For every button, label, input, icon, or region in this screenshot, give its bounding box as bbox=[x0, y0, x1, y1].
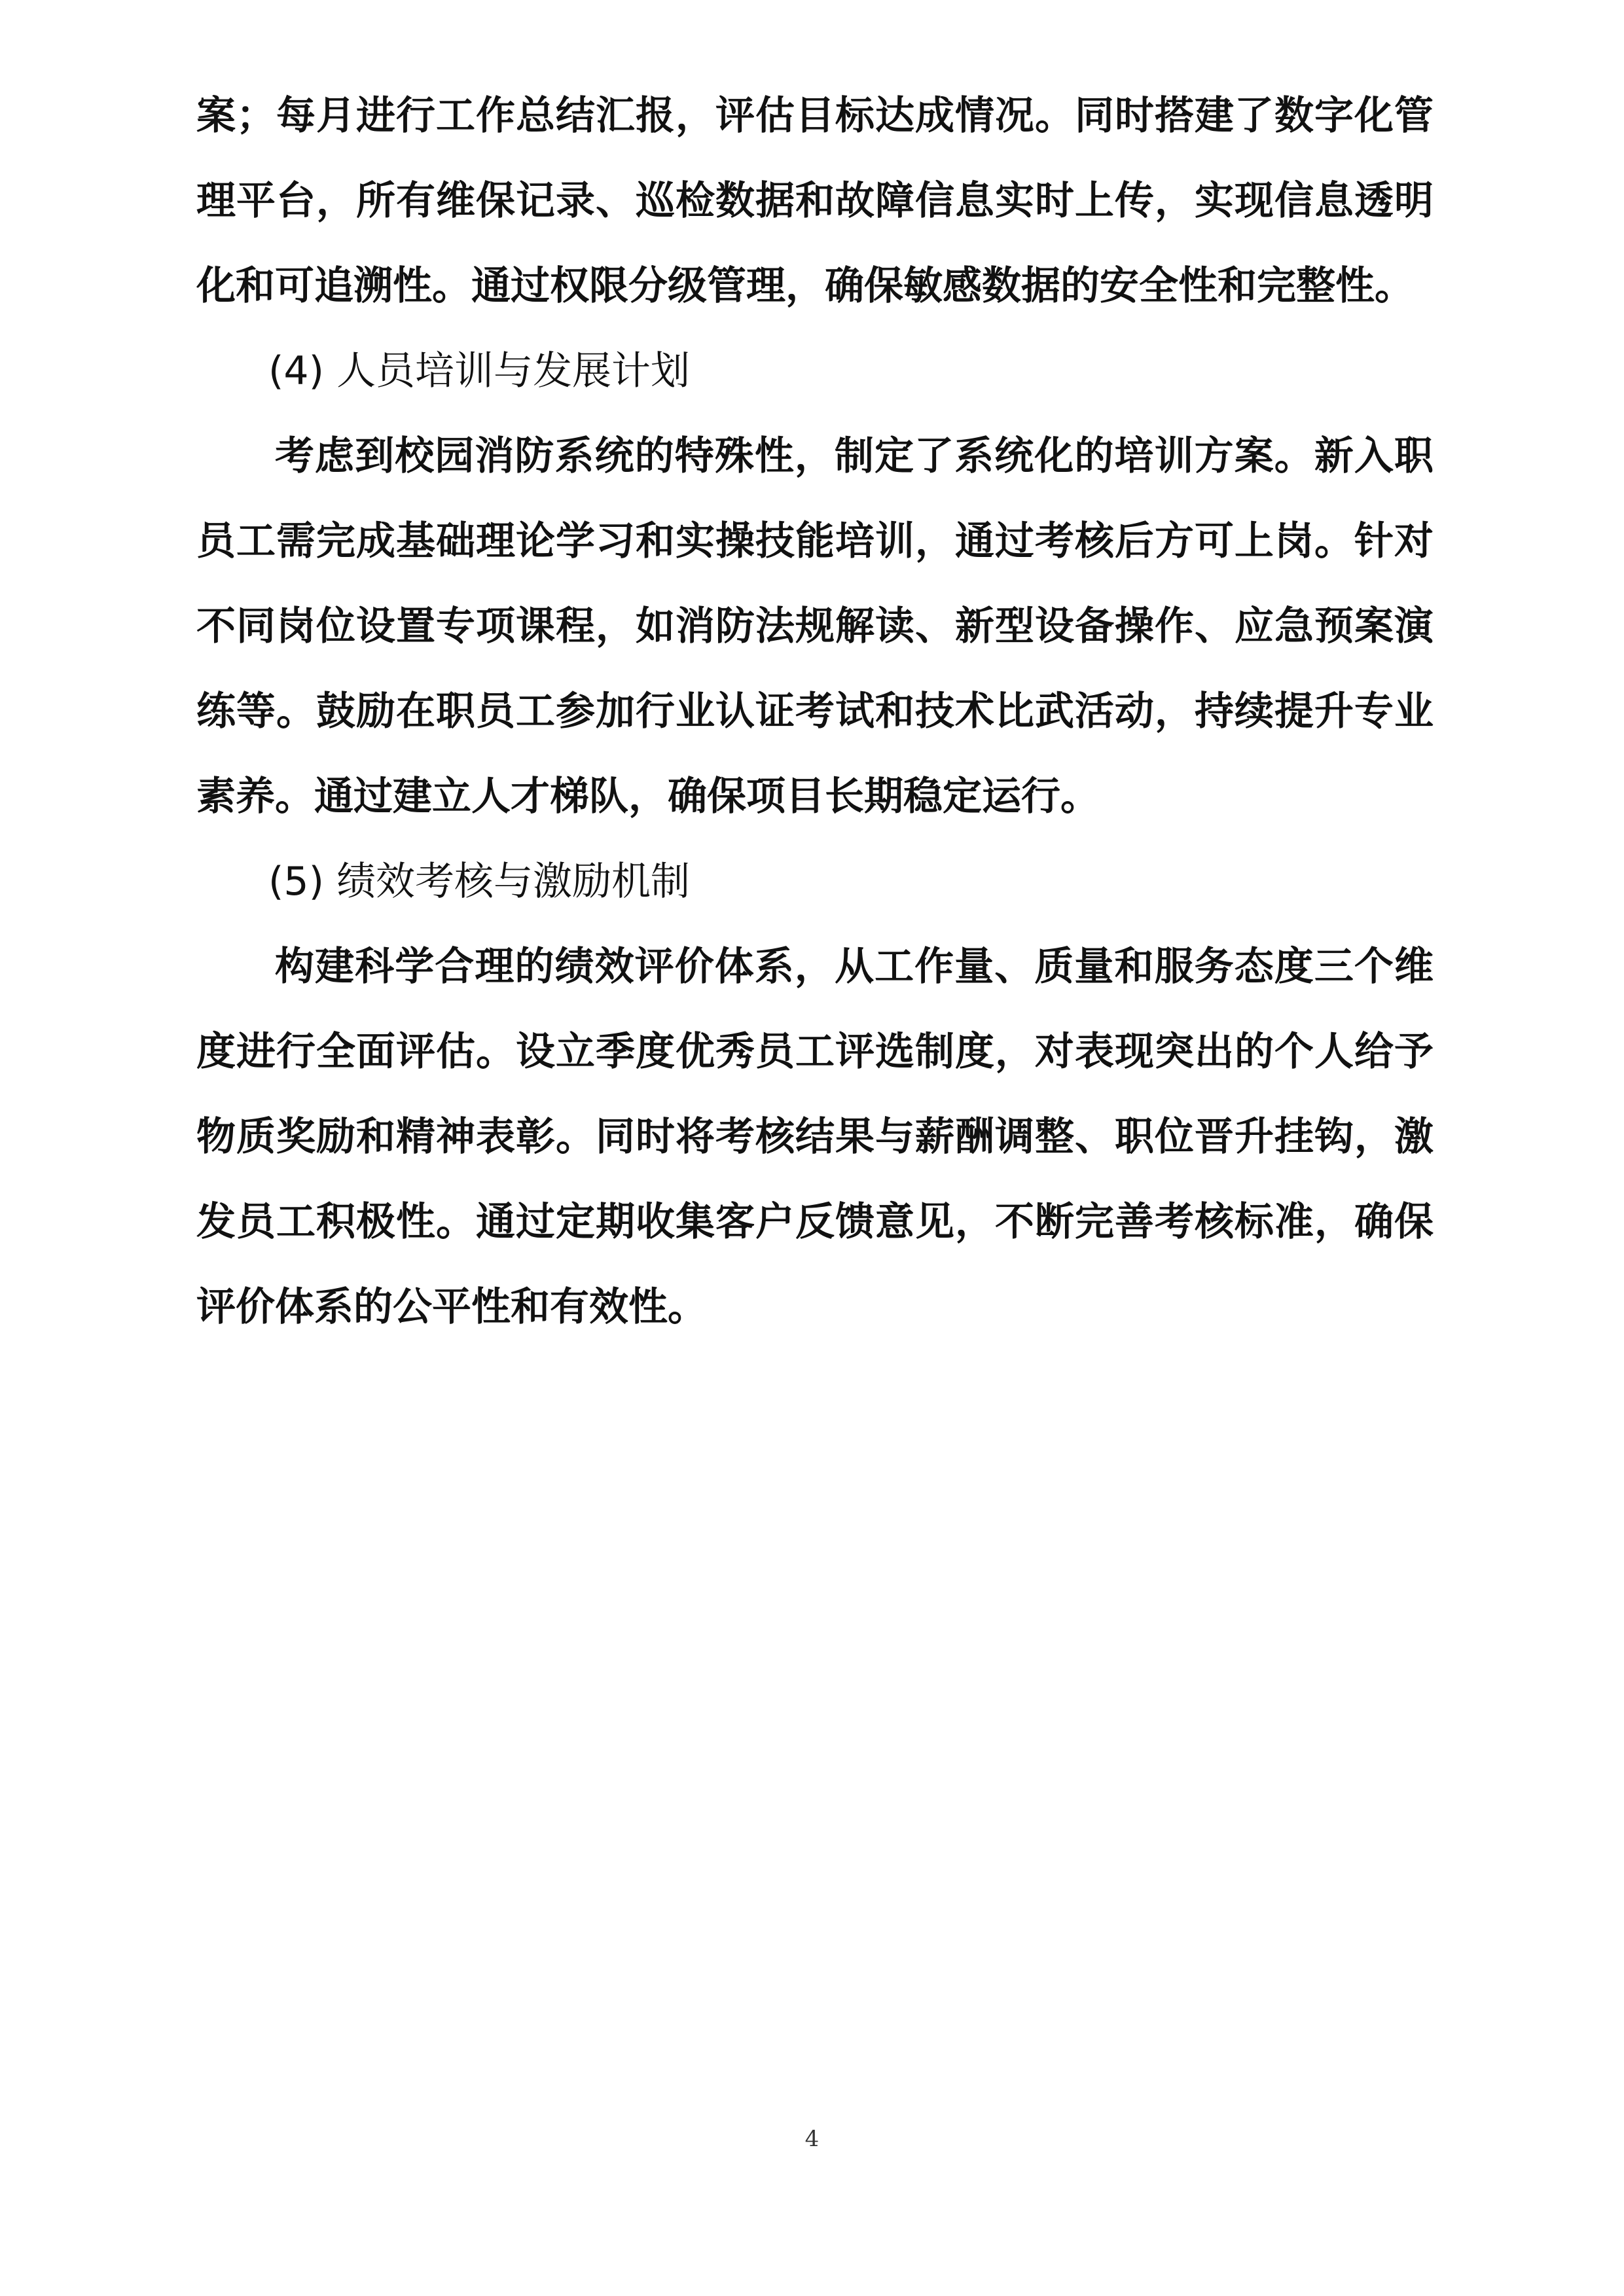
paragraph-training: 考虑到校园消防系统的特殊性，制定了系统化的培训方案。新入职员工需完成基础理论学习和实操技能培训，通过考核后方可上岗。针对不同岗位设置专项课程，如消防法规解读、新型设备操作、应急预案演练等。鼓励在职员工参加行业认证考试和技术比武活动，持续提升专业素养。通过建立人才梯队，确保项目长期稳定运行。 bbox=[196, 433, 1434, 819]
page-number: 4 bbox=[804, 2126, 820, 2152]
section-heading-performance: (5) 绩效考核与激励机制 bbox=[268, 859, 691, 905]
paragraph-continuation: 案；每月进行工作总结汇报，评估目标达成情况。同时搭建了数字化管理平台，所有维保记录、巡检数据和故障信息实时上传，实现信息透明化和可追溯性。通过权限分级管理，确保敏感数据的安全性和完整性。 bbox=[196, 93, 1434, 309]
paragraph-performance: 构建科学合理的绩效评价体系，从工作量、质量和服务态度三个维度进行全面评估。设立季度优秀员工评选制度，对表现突出的个人给予物质奖励和精神表彰。同时将考核结果与薪酬调整、职位晋升挂钩，激发员工积极性。通过定期收集客户反馈意见，不断完善考核标准，确保评价体系的公平性和有效性。 bbox=[196, 944, 1434, 1330]
document-body bbox=[196, 73, 1434, 1350]
section-heading-training: (4) 人员培训与发展计划 bbox=[268, 348, 691, 394]
